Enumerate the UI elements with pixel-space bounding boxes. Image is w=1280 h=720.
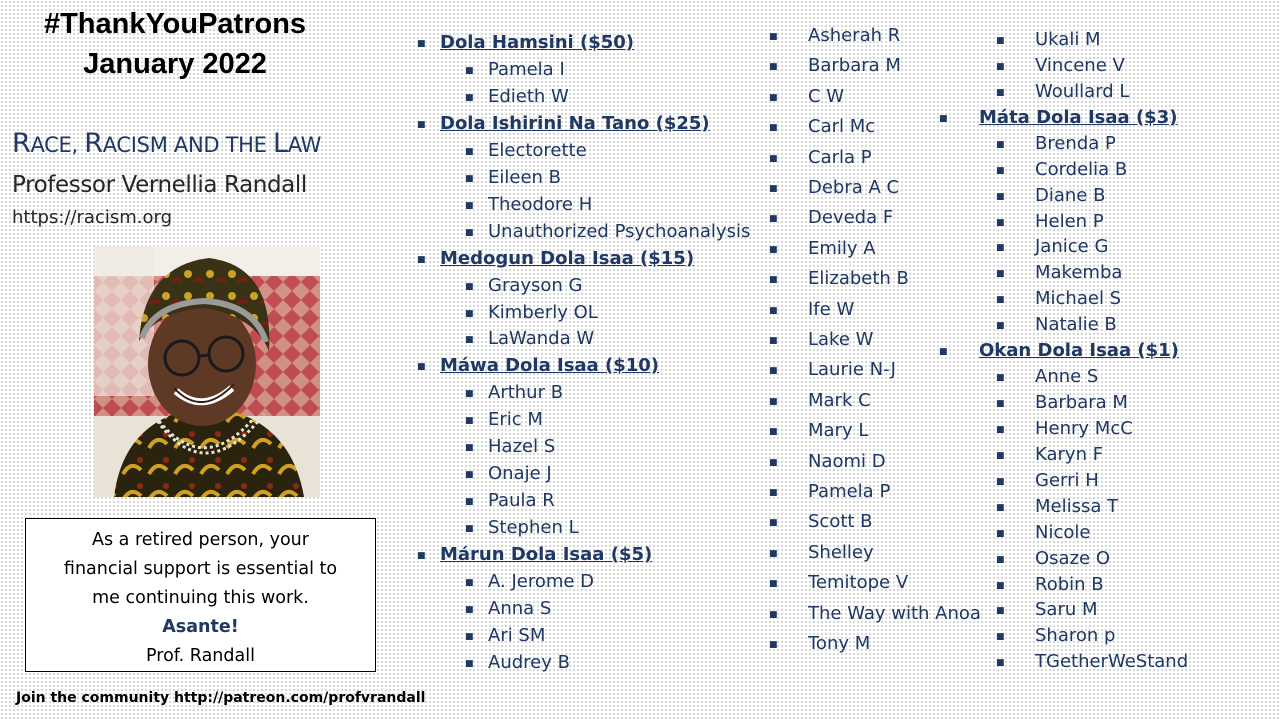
course-initial-r2: R xyxy=(84,128,103,159)
bullet-icon xyxy=(465,228,474,238)
bullet-icon xyxy=(465,416,474,426)
bullet-icon xyxy=(769,336,778,346)
patron-name: Janice G xyxy=(1035,236,1109,258)
bullet-icon xyxy=(996,62,1005,72)
bullet-icon xyxy=(996,581,1005,591)
patron-name: Onaje J xyxy=(488,463,552,485)
bullet-icon xyxy=(996,295,1005,305)
patron-name: TGetherWeStand xyxy=(1035,651,1189,673)
patron-name: Electorette xyxy=(488,139,587,161)
bullet-icon xyxy=(769,154,778,164)
bullet-icon xyxy=(769,427,778,437)
tier-heading: Máwa Dola Isaa ($10) xyxy=(440,355,659,377)
patron-name: Stephen L xyxy=(488,517,579,539)
patron-name: Audrey B xyxy=(488,651,570,673)
bullet-icon xyxy=(465,335,474,345)
message-line-1: As a retired person, your xyxy=(92,530,309,550)
bullet-icon xyxy=(417,362,426,372)
patron-name: Osaze O xyxy=(1035,547,1110,569)
bullet-icon xyxy=(769,306,778,316)
patron-name: Asherah R xyxy=(808,25,901,46)
patron-name: Shelley xyxy=(808,541,874,563)
patron-name: Pamela P xyxy=(808,481,891,502)
bullet-icon xyxy=(465,282,474,292)
patron-name: Deveda F xyxy=(808,207,894,229)
patron-name: Helen P xyxy=(1035,210,1104,232)
patron-name: Brenda P xyxy=(1035,132,1116,154)
patron-name: Barbara M xyxy=(1035,392,1128,414)
bullet-icon xyxy=(769,549,778,559)
patron-name: Scott B xyxy=(808,511,873,533)
bullet-icon xyxy=(465,605,474,615)
patron-name: Ife W xyxy=(808,298,855,320)
patron-name: Hazel S xyxy=(488,436,556,458)
patron-name: Diane B xyxy=(1035,184,1106,206)
patron-name: Ari SM xyxy=(488,624,546,646)
bullet-icon xyxy=(996,269,1005,279)
website-url: https://racism.org xyxy=(12,207,173,228)
message-line-2: financial support is essential to xyxy=(63,559,338,579)
bullet-icon xyxy=(996,529,1005,539)
bullet-icon xyxy=(996,632,1005,642)
bullet-icon xyxy=(769,245,778,255)
course-part-3: AW xyxy=(287,133,322,157)
bullet-icon xyxy=(417,39,426,49)
bullet-icon xyxy=(769,62,778,72)
bullet-icon xyxy=(769,610,778,620)
bullet-icon xyxy=(996,399,1005,409)
patron-name: The Way with Anoa xyxy=(808,602,981,624)
patron-name: Woullard L xyxy=(1035,80,1130,102)
bullet-icon xyxy=(996,321,1005,331)
patron-name: Eric M xyxy=(488,409,543,431)
patron-name: Nicole xyxy=(1035,521,1091,543)
patron-name: Barbara M xyxy=(808,55,901,77)
patron-name: Paula R xyxy=(488,490,555,512)
bullet-icon xyxy=(996,218,1005,228)
bullet-icon xyxy=(465,309,474,319)
bullet-icon xyxy=(465,659,474,669)
patron-name: Vincene V xyxy=(1035,54,1125,76)
patron-name: Lake W xyxy=(808,329,874,350)
bullet-icon xyxy=(465,578,474,588)
patron-name: Makemba xyxy=(1035,262,1123,284)
patron-name: Mary L xyxy=(808,420,869,442)
bullet-icon xyxy=(939,347,948,357)
patron-name: Pamela I xyxy=(488,58,565,80)
patron-name: Temitope V xyxy=(808,572,909,594)
patron-name: Emily A xyxy=(808,237,876,259)
patron-name: Carl Mc xyxy=(808,116,876,138)
bullet-icon xyxy=(769,214,778,224)
patron-name: Debra A C xyxy=(808,177,900,198)
bullet-icon xyxy=(769,93,778,103)
patron-name: C W xyxy=(808,85,845,107)
patron-name: A. Jerome D xyxy=(488,571,595,592)
bullet-icon xyxy=(465,389,474,399)
bullet-icon xyxy=(465,524,474,534)
patron-name: Tony M xyxy=(808,633,871,654)
join-community-link[interactable]: Join the community http://patreon.com/profvrandall xyxy=(16,690,426,706)
course-part-2: ACISM AND THE xyxy=(102,133,273,157)
patron-name: Kimberly OL xyxy=(488,301,598,323)
bullet-icon xyxy=(996,373,1005,383)
bullet-icon xyxy=(417,120,426,130)
bullet-icon xyxy=(769,275,778,285)
course-initial-r1: R xyxy=(12,128,31,159)
bullet-icon xyxy=(996,192,1005,202)
bullet-icon xyxy=(769,184,778,194)
course-title xyxy=(12,128,321,159)
bullet-icon xyxy=(465,443,474,453)
patron-name: Edieth W xyxy=(488,85,569,107)
bullet-icon xyxy=(939,114,948,124)
bullet-icon xyxy=(465,93,474,103)
patron-name: Carla P xyxy=(808,146,872,168)
bullet-icon xyxy=(996,451,1005,461)
message-signature: Prof. Randall xyxy=(146,646,255,666)
bullet-icon xyxy=(996,658,1005,668)
patron-name: Ukali M xyxy=(1035,29,1101,50)
patron-name: Michael S xyxy=(1035,288,1122,310)
bullet-icon xyxy=(769,518,778,528)
bullet-icon xyxy=(996,606,1005,616)
bullet-icon xyxy=(769,366,778,376)
support-message-box xyxy=(25,518,376,672)
bullet-icon xyxy=(417,255,426,265)
patron-name: Theodore H xyxy=(488,193,593,215)
patron-name: Mark C xyxy=(808,389,871,411)
patron-name: Melissa T xyxy=(1035,495,1119,517)
bullet-icon xyxy=(769,123,778,133)
tier-heading: Máta Dola Isaa ($3) xyxy=(979,106,1178,128)
bullet-icon xyxy=(996,477,1005,487)
patron-name: Eileen B xyxy=(488,166,562,188)
patron-name: LaWanda W xyxy=(488,328,595,350)
patron-name: Karyn F xyxy=(1035,443,1104,465)
bullet-icon xyxy=(769,579,778,589)
patron-name: Henry McC xyxy=(1035,417,1133,439)
patron-name: Arthur B xyxy=(488,382,564,404)
patron-name: Anne S xyxy=(1035,366,1099,388)
tier-heading: Dola Ishirini Na Tano ($25) xyxy=(440,112,710,134)
bullet-icon xyxy=(465,470,474,480)
course-part-1: ACE, xyxy=(30,133,85,157)
tier-heading: Márun Dola Isaa ($5) xyxy=(440,544,653,566)
bullet-icon xyxy=(465,497,474,507)
patron-name: Laurie N-J xyxy=(808,359,896,381)
patron-name: Saru M xyxy=(1035,599,1098,621)
bullet-icon xyxy=(769,640,778,650)
patron-name: Anna S xyxy=(488,597,552,619)
bullet-icon xyxy=(465,66,474,76)
patron-name: Grayson G xyxy=(488,274,583,296)
tier-heading: Dola Hamsini ($50) xyxy=(440,32,635,53)
bullet-icon xyxy=(996,243,1005,253)
bullet-icon xyxy=(996,88,1005,98)
patron-name: Unauthorized Psychoanalysis xyxy=(488,220,751,242)
message-line-3: me continuing this work. xyxy=(92,588,309,608)
hashtag-title: #ThankYouPatrons xyxy=(43,8,307,40)
patron-name: Elizabeth B xyxy=(808,268,909,290)
tier-heading: Okan Dola Isaa ($1) xyxy=(979,340,1179,362)
professor-name: Professor Vernellia Randall xyxy=(12,172,307,198)
bullet-icon xyxy=(465,147,474,157)
patron-name: Sharon p xyxy=(1035,625,1116,647)
patron-name: Robin B xyxy=(1035,573,1104,595)
month-title: January 2022 xyxy=(83,48,267,80)
tier-heading: Medogun Dola Isaa ($15) xyxy=(440,247,695,269)
course-initial-l: L xyxy=(272,128,288,159)
bullet-icon xyxy=(996,425,1005,435)
bullet-icon xyxy=(465,632,474,642)
bullet-icon xyxy=(465,201,474,211)
bullet-icon xyxy=(769,458,778,468)
bullet-icon xyxy=(769,397,778,407)
bullet-icon xyxy=(769,32,778,42)
bullet-icon xyxy=(769,488,778,498)
patron-name: Naomi D xyxy=(808,450,886,472)
bullet-icon xyxy=(996,140,1005,150)
message-thanks: Asante! xyxy=(162,617,239,637)
portrait-photo xyxy=(94,246,320,497)
bullet-icon xyxy=(996,36,1005,46)
bullet-icon xyxy=(417,551,426,561)
bullet-icon xyxy=(996,166,1005,176)
portrait-illustration xyxy=(94,246,320,497)
patron-name: Gerri H xyxy=(1035,469,1099,491)
patron-name: Cordelia B xyxy=(1035,158,1128,180)
patron-name: Natalie B xyxy=(1035,314,1117,336)
bullet-icon xyxy=(996,555,1005,565)
bullet-icon xyxy=(996,503,1005,513)
bullet-icon xyxy=(465,174,474,184)
